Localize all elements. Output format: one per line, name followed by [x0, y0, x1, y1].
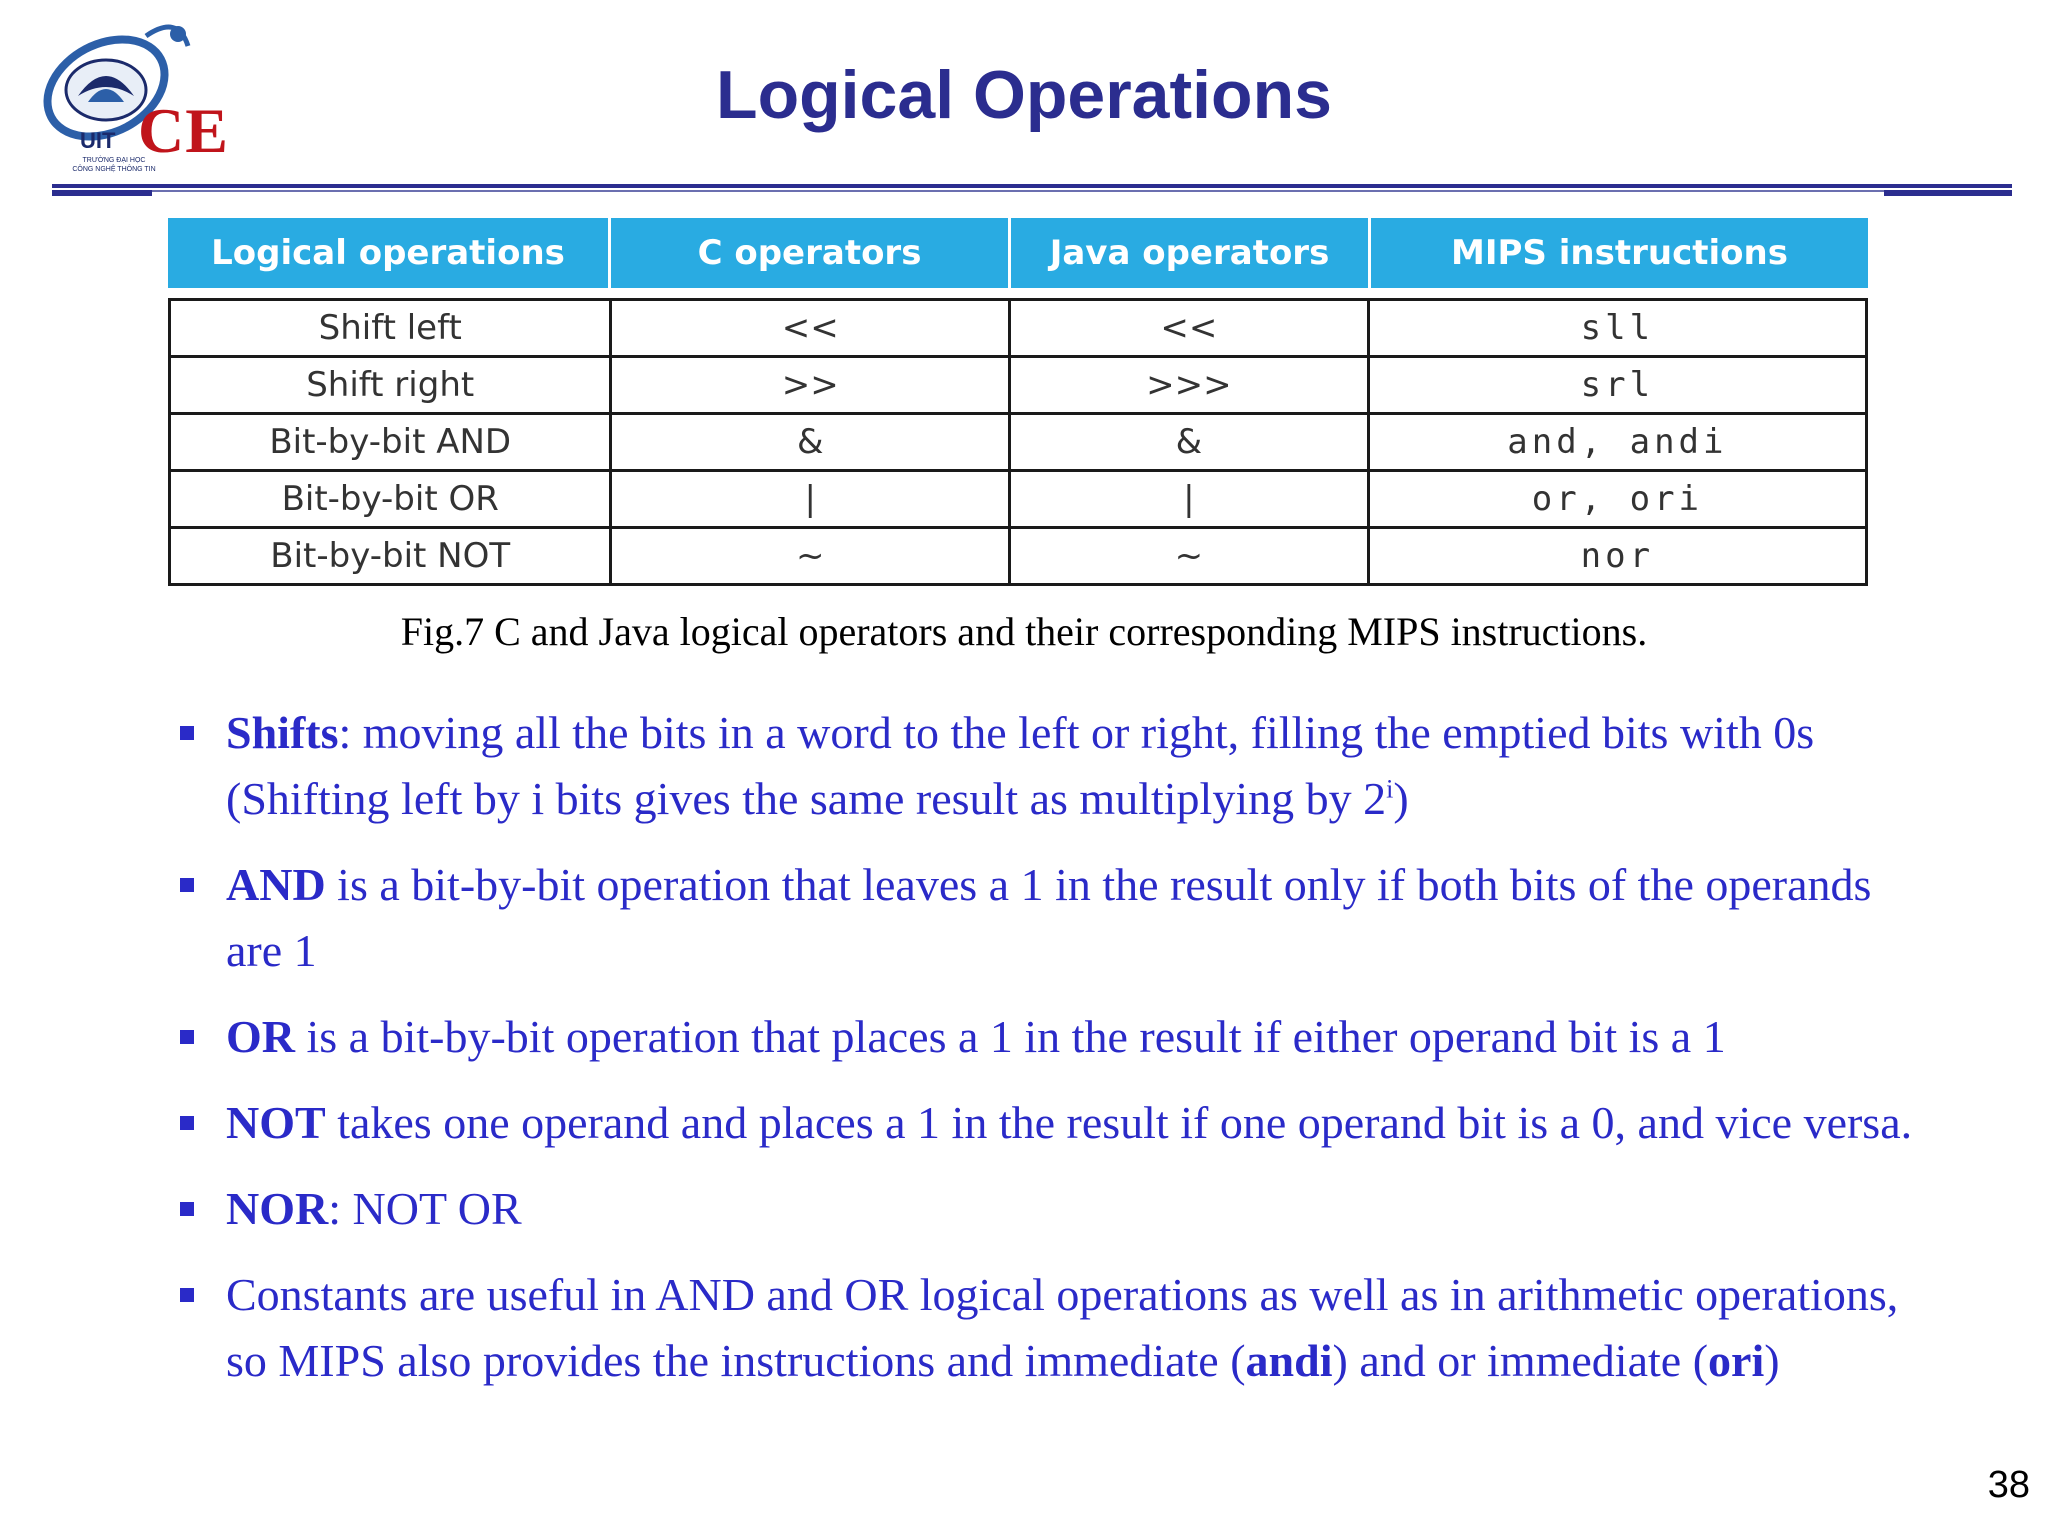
logo-ce-text: CE: [138, 95, 229, 166]
bullet-text: is a bit-by-bit operation that leaves a 1 in the result only if both bits of the operands are 1: [226, 859, 1872, 976]
superscript-i: i: [1386, 774, 1394, 804]
table-row: [171, 358, 1865, 415]
cell-operation: Shift left: [171, 301, 612, 355]
bullet-square-icon: [180, 726, 194, 740]
bullet-text: : NOT OR: [328, 1183, 522, 1234]
term-andi: andi: [1245, 1335, 1333, 1386]
cell-mips-instruction: and, andi: [1507, 422, 1728, 462]
cell-operation: Bit-by-bit AND: [171, 415, 612, 469]
table-row: [171, 529, 1865, 586]
cell-c-operator: <<: [612, 301, 1011, 355]
bullet-square-icon: [180, 1202, 194, 1216]
page-number: 38: [1987, 1464, 2030, 1506]
table-header-row: [168, 218, 1868, 288]
header-mips-instructions: MIPS instructions: [1451, 233, 1788, 273]
cell-operation: Bit-by-bit OR: [171, 472, 612, 526]
bullet-text: is a bit-by-bit operation that places a 1 in the result if either operand bit is a 1: [295, 1011, 1726, 1062]
bullet-text: ) and or immediate (: [1332, 1335, 1709, 1386]
figure-caption: Fig.7 C and Java logical operators and their corresponding MIPS instructions.: [400, 609, 1648, 654]
cell-mips-instruction: nor: [1580, 536, 1655, 576]
header-rule: [52, 184, 2012, 188]
bullet-text: Constants are useful in AND and OR logical operations as well as in arithmetic operations, so MIPS also provides the instructions and immediate (: [226, 1269, 1899, 1386]
cell-java-operator: ~: [1011, 529, 1370, 583]
bullet-constants: [176, 1262, 1916, 1394]
table-body: [168, 298, 1868, 586]
term-and: AND: [226, 859, 326, 910]
bullet-square-icon: [180, 1030, 194, 1044]
bullet-square-icon: [180, 1288, 194, 1302]
bullet-square-icon: [180, 1116, 194, 1130]
bullet-shifts: [176, 700, 1916, 832]
bullet-text-end: ): [1764, 1335, 1780, 1386]
cell-c-operator: |: [612, 472, 1011, 526]
table-row: [171, 472, 1865, 529]
slide-title: Logical Operations: [716, 57, 1332, 133]
cell-c-operator: ~: [612, 529, 1011, 583]
cell-operation: Bit-by-bit NOT: [171, 529, 612, 583]
bullet-text: takes one operand and places a 1 in the result if one operand bit is a 0, and vice versa.: [325, 1097, 1913, 1148]
term-or: OR: [226, 1011, 295, 1062]
bullet-text: : moving all the bits in a word to the left or right, filling the emptied bits with 0s (Shifting left by i bits gives the same result as multiplying by 2: [226, 707, 1815, 824]
cell-mips-instruction: or, ori: [1531, 479, 1704, 519]
bullet-list: [176, 700, 1916, 1414]
bullet-not: [176, 1090, 1916, 1156]
cell-operation: Shift right: [171, 358, 612, 412]
logical-operators-table: [168, 218, 1868, 586]
logo-subtitle-line1: TRƯỜNG ĐẠI HỌC: [82, 157, 146, 164]
header-rule-thin: [52, 190, 2012, 192]
logo-subtitle: [34, 156, 194, 174]
table-row: [171, 415, 1865, 472]
header-rule-accent-right: [1884, 190, 2012, 196]
term-ori: ori: [1708, 1335, 1765, 1386]
bullet-or: [176, 1004, 1916, 1070]
logo-uit-text: UIT: [80, 128, 116, 153]
bullet-square-icon: [180, 878, 194, 892]
logo-subtitle-line2: CÔNG NGHỆ THÔNG TIN: [72, 166, 156, 173]
header-c-operators: C operators: [611, 218, 1011, 288]
bullet-text-end: ): [1393, 773, 1409, 824]
cell-mips-instruction: sll: [1580, 308, 1655, 348]
table-row: [171, 301, 1865, 358]
cell-java-operator: >>>: [1011, 358, 1370, 412]
term-shifts: Shifts: [226, 707, 339, 758]
cell-c-operator: &: [612, 415, 1011, 469]
cell-java-operator: <<: [1011, 301, 1370, 355]
bullet-and: [176, 852, 1916, 984]
cell-c-operator: >>: [612, 358, 1011, 412]
bullet-nor: [176, 1176, 1916, 1242]
cell-java-operator: &: [1011, 415, 1370, 469]
header-logical-operations: Logical operations: [168, 218, 611, 288]
term-nor: NOR: [226, 1183, 329, 1234]
cell-mips-instruction: srl: [1580, 365, 1655, 405]
term-not: NOT: [226, 1097, 326, 1148]
header-rule-accent-left: [52, 190, 152, 196]
header-java-operators: Java operators: [1011, 218, 1371, 288]
cell-java-operator: |: [1011, 472, 1370, 526]
